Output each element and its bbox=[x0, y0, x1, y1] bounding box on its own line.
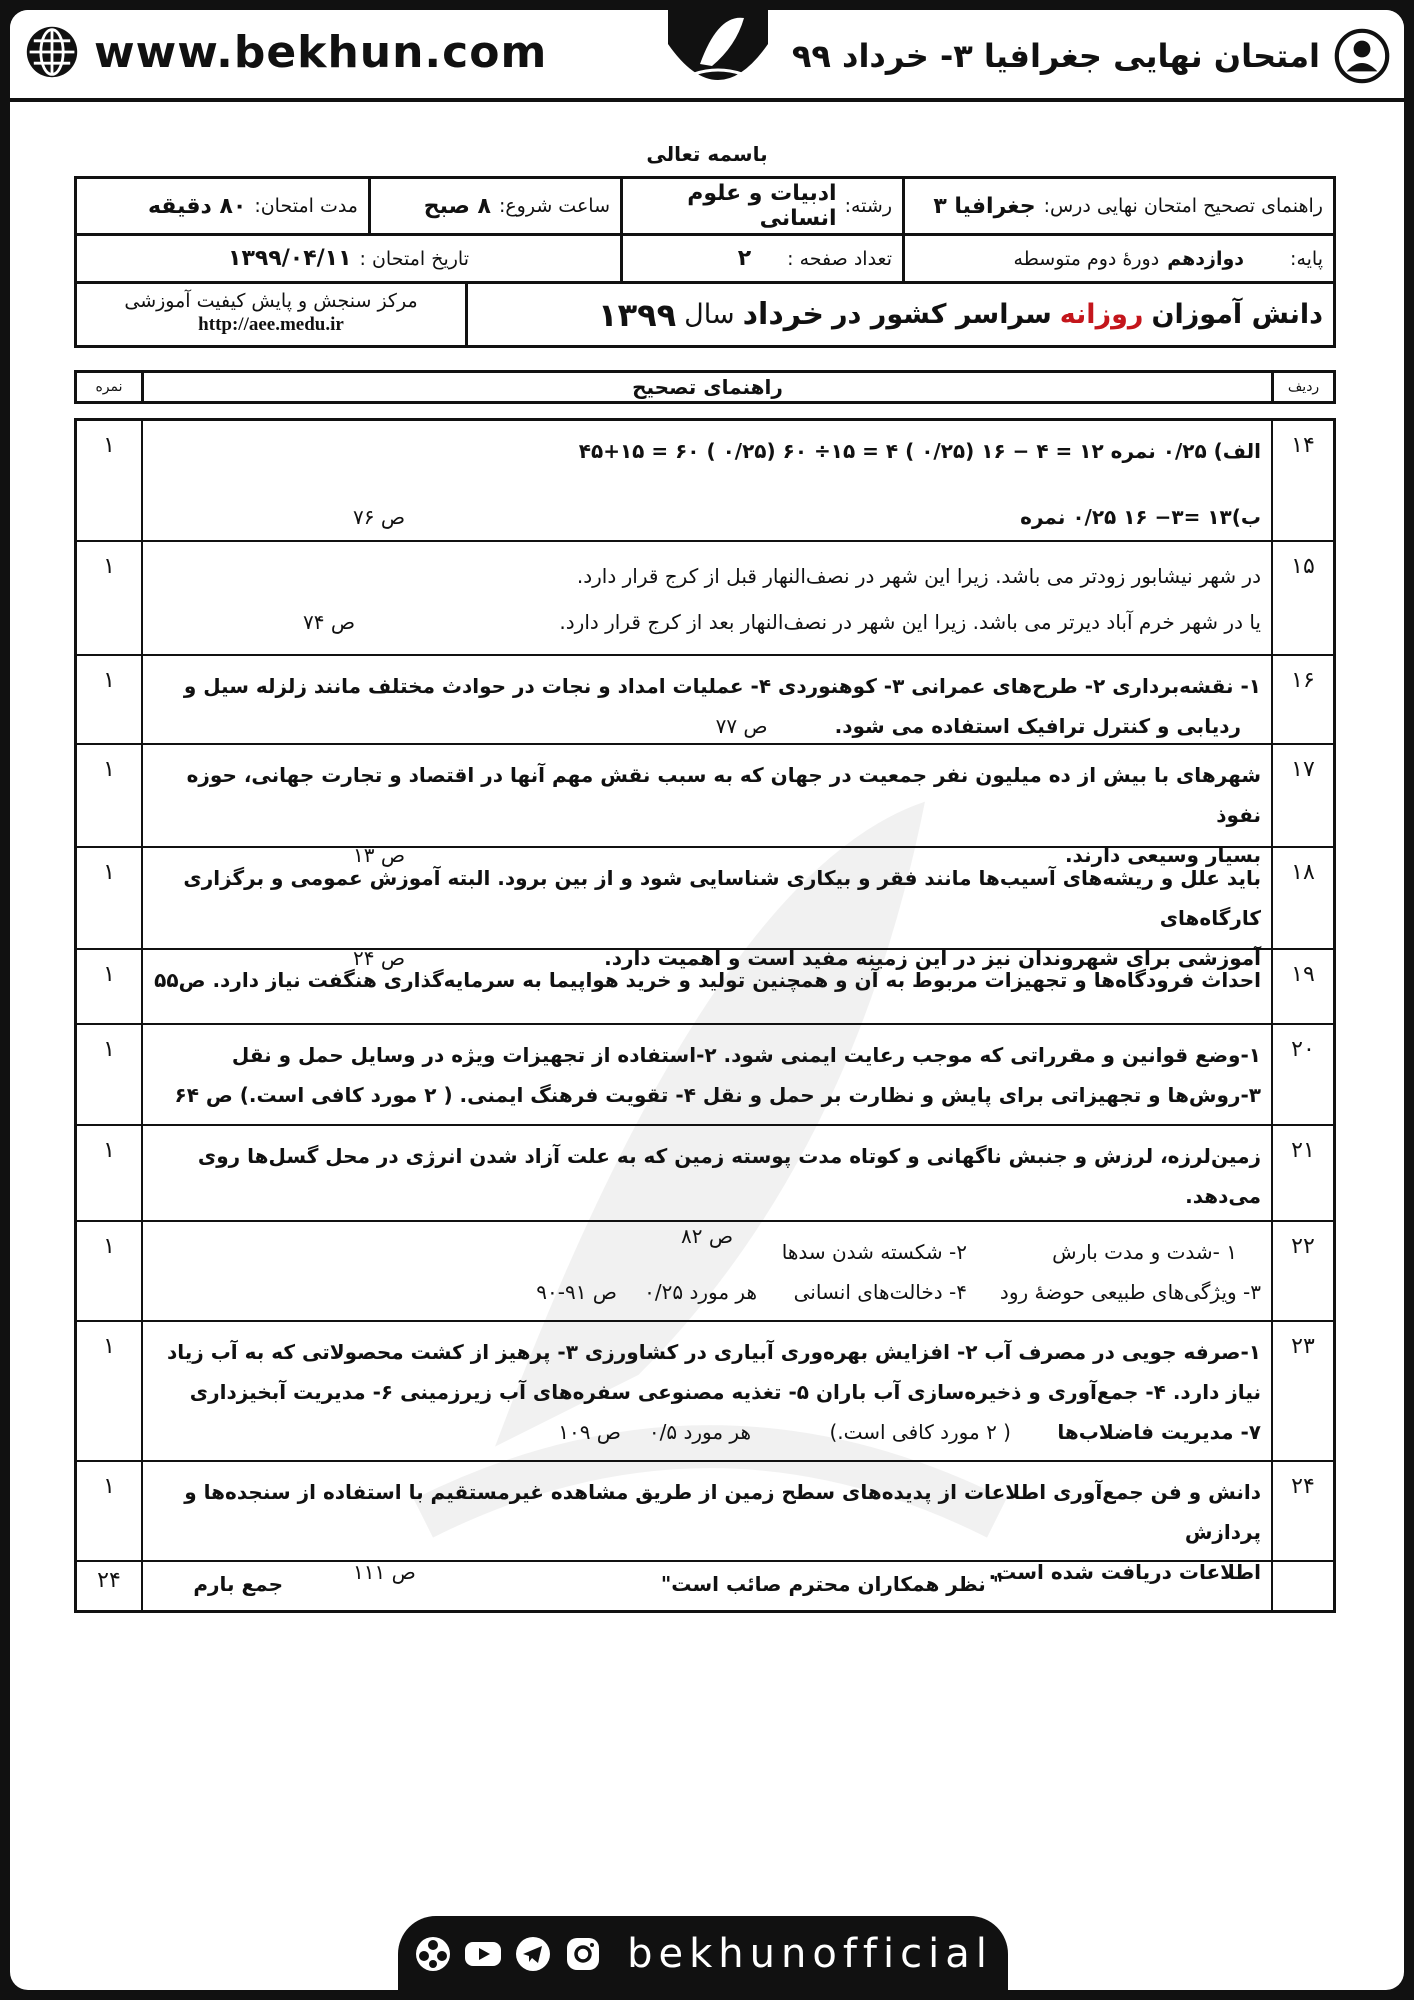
answer-line: زمین‌لرزه، لرزش و جنبش ناگهانی و کوتاه مدت پوسته زمین که به علت آزاد شدن انرژی در محل گسل‌ها روی می‌دهد. bbox=[197, 1144, 1261, 1208]
page-ref: ص ۲۴ bbox=[353, 946, 406, 970]
row-score: ۱ bbox=[103, 1334, 115, 1359]
row-score: ۱ bbox=[103, 554, 115, 579]
table-row bbox=[77, 1322, 1333, 1462]
table-row bbox=[77, 1025, 1333, 1126]
page-ref: ص ۸۲ bbox=[680, 1224, 734, 1248]
row-number: ۲۳ bbox=[1271, 1322, 1333, 1460]
answer-text: ب)۱۳ =۳− ۱۶ ۰/۲۵ نمره bbox=[1020, 505, 1261, 529]
row-answer bbox=[141, 745, 1271, 867]
row-number: ۲۱ bbox=[1271, 1126, 1333, 1220]
page-ref: ص ۷۷ bbox=[715, 714, 768, 738]
answer-line: الف) ۰/۲۵ نمره ۱۲ = ۴ − ۱۶ (۰/۲۵ ) ۴ = ۱۵÷ ۶۰ (۰/۲۵ ) ۶۰ = ۱۵+۴۵ bbox=[578, 439, 1261, 463]
answer-line: ۱-وضع قوانین و مقرراتی که موجب رعایت ایمنی شود. ۲-استفاده از تجهیزات ویژه در وسایل حمل و نقل bbox=[231, 1043, 1261, 1067]
row-score: ۱ bbox=[103, 962, 115, 987]
header-guide-col: راهنمای تصحیح bbox=[141, 373, 1271, 401]
answer-line-3 bbox=[153, 1412, 1261, 1452]
answer-line bbox=[153, 1232, 1261, 1272]
page-ref: ص ۱۱۱ bbox=[353, 1560, 416, 1584]
info-row-2 bbox=[77, 236, 1333, 284]
row-answer bbox=[141, 542, 1271, 654]
row-number: ۲۰ bbox=[1271, 1025, 1333, 1124]
field-cell bbox=[620, 179, 902, 233]
date-cell bbox=[77, 236, 620, 281]
total-row bbox=[77, 1562, 1333, 1610]
students-f: ۱۳۹۹ bbox=[598, 295, 677, 334]
table-row bbox=[77, 1222, 1333, 1322]
table-row bbox=[77, 848, 1333, 970]
grade-cell bbox=[902, 236, 1333, 281]
date: ۱۳۹۹/۰۴/۱۱ bbox=[228, 246, 352, 271]
page-ref: ص ۷۶ bbox=[353, 505, 406, 529]
duration-cell bbox=[77, 179, 368, 233]
row-number: ۱۵ bbox=[1271, 542, 1333, 654]
colleague-note: " نظر همکاران محترم صائب است" bbox=[660, 1572, 1004, 1596]
site-link[interactable] bbox=[24, 24, 547, 80]
row-score: ۱ bbox=[103, 1037, 115, 1062]
table-header bbox=[74, 370, 1336, 404]
user-icon bbox=[1334, 28, 1390, 84]
answer-line: دانش و فن جمع‌آوری اطلاعات از پدیده‌های سطح زمین از طریق مشاهده غیرمستقیم با استفاده از سنجده‌ها و پردازش bbox=[184, 1480, 1261, 1544]
table-row bbox=[77, 542, 1333, 656]
page bbox=[10, 10, 1404, 1990]
answer-line: ۱- نقشه‌برداری ۲- طرح‌های عمرانی ۳- کوهنوردی ۴- عملیات امداد و نجات در حوادث مختلف مانند زلزله سیل و bbox=[183, 674, 1261, 698]
answer-line: ۱-صرفه جویی در مصرف آب ۲- افزایش بهره‌وری آبیاری در کشاورزی ۳- پرهیز از کشت محصولاتی که به آب زیاد bbox=[166, 1340, 1261, 1364]
grade-label: پایه: bbox=[1290, 247, 1323, 270]
students-d: خرداد bbox=[742, 297, 824, 332]
page-ref: ص ۱۳ bbox=[353, 843, 406, 867]
row-answer bbox=[141, 1222, 1271, 1320]
header-row-col: ردیف bbox=[1271, 373, 1333, 401]
row-answer bbox=[141, 1126, 1271, 1248]
students-c: سراسر کشور در bbox=[832, 299, 1052, 330]
exam-title bbox=[792, 28, 1390, 84]
start-cell bbox=[368, 179, 620, 233]
info-row-3 bbox=[77, 284, 1333, 345]
row-answer bbox=[141, 1025, 1271, 1124]
page-ref: ص ۹۱-۹۰ bbox=[536, 1280, 617, 1304]
center-cell bbox=[77, 284, 465, 345]
social-bar bbox=[398, 1916, 1008, 1990]
answer-item: ۱ -شدت و مدت بارش bbox=[1052, 1240, 1237, 1264]
social-handle[interactable]: bekhunofficial bbox=[627, 1931, 993, 1977]
pages-cell bbox=[620, 236, 902, 281]
answer-item: ۷- مدیریت فاضلاب‌ها bbox=[1057, 1420, 1261, 1444]
globe-icon bbox=[24, 24, 80, 80]
info-row-1 bbox=[77, 179, 1333, 236]
students-a: دانش آموزان bbox=[1151, 299, 1323, 330]
answer-line-2 bbox=[153, 497, 1261, 537]
center-url[interactable]: http://aee.medu.ir bbox=[198, 314, 344, 335]
answer-text: بسیار وسیعی دارند. bbox=[1064, 843, 1261, 867]
row-number: ۱۸ bbox=[1271, 848, 1333, 948]
grade: دوازدهم bbox=[1167, 247, 1245, 270]
row-answer bbox=[141, 950, 1271, 1023]
guide-label: راهنمای تصحیح امتحان نهایی درس: bbox=[1043, 195, 1323, 217]
answer-item: هر مورد ۰/۵ bbox=[648, 1420, 751, 1444]
students-e: سال bbox=[684, 299, 735, 330]
table-row bbox=[77, 656, 1333, 745]
row-number: ۱۶ bbox=[1271, 656, 1333, 743]
row-answer bbox=[141, 1322, 1271, 1460]
duration: ۸۰ دقیقه bbox=[147, 193, 247, 219]
bekhun-logo bbox=[660, 10, 776, 100]
exam-info-block bbox=[74, 176, 1336, 348]
answer-line: باید علل و ریشه‌های آسیب‌ها مانند فقر و بیکاری شناسایی شود و از بین برود. البته آموزش عمومی و برگزاری کارگاه‌های bbox=[183, 866, 1261, 930]
table-row bbox=[77, 950, 1333, 1025]
row-number: ۱۷ bbox=[1271, 745, 1333, 846]
answer-line: در شهر نیشابور زودتر می باشد. زیرا این شهر در نصف‌النهار قبل از کرج قرار دارد. bbox=[576, 564, 1261, 588]
total-score: ۲۴ bbox=[97, 1568, 121, 1593]
row-score: ۱ bbox=[103, 860, 115, 885]
answer-line-2: ۳-روش‌ها و تجهیزاتی برای پایش و نظارت بر حمل و نقل ۴- تقویت فرهنگ ایمنی. ( ۲ مورد کافی است.) ص ۶۴ bbox=[174, 1083, 1261, 1107]
answer-text: اطلاعات دریافت شده است. bbox=[988, 1560, 1261, 1584]
subject-cell bbox=[902, 179, 1333, 233]
instagram-icon[interactable] bbox=[563, 1934, 603, 1974]
row-answer bbox=[141, 848, 1271, 970]
answer-text: یا در شهر خرم آباد دیرتر می باشد. زیرا این شهر در نصف‌النهار بعد از کرج قرار دارد. bbox=[559, 610, 1261, 634]
exam-title-text: امتحان نهایی جغرافیا ۳- خرداد ۹۹ bbox=[791, 37, 1320, 75]
answer-item: ۳- ویژگی‌های طبیعی حوضهٔ رود bbox=[999, 1280, 1261, 1304]
answer-line-2: نیاز دارد. ۴- جمع‌آوری و ذخیره‌سازی آب باران ۵- تغذیه مصنوعی سفره‌های آب زیرزمینی ۶- مدیریت آبخیزداری bbox=[189, 1380, 1261, 1404]
row-score: ۱ bbox=[103, 1234, 115, 1259]
row-number: ۱۴ bbox=[1271, 421, 1333, 540]
row-number: ۲۴ bbox=[1271, 1462, 1333, 1560]
row-number: ۲۲ bbox=[1271, 1222, 1333, 1320]
bismillah: باسمه تعالی bbox=[646, 142, 768, 166]
header-score-col: نمره bbox=[95, 379, 123, 395]
answers-table bbox=[74, 418, 1336, 1613]
field-label: رشته: bbox=[844, 195, 892, 217]
answer-line-2 bbox=[153, 602, 1261, 642]
answer-line: احداث فرودگاه‌ها و تجهیزات مربوط به آن و همچنین تولید و خرید هواپیما به سرمایه‌گذاری هنگفت نیاز دارد. ص۵۵ bbox=[154, 968, 1261, 992]
row-number bbox=[1271, 1562, 1333, 1610]
students-cell bbox=[465, 284, 1333, 345]
row-number: ۱۹ bbox=[1271, 950, 1333, 1023]
row-answer bbox=[141, 656, 1271, 743]
page-ref: ص ۱۰۹ bbox=[558, 1420, 621, 1444]
row-score: ۱ bbox=[103, 1138, 115, 1163]
date-label: تاریخ امتحان : bbox=[359, 247, 469, 270]
answer-line: شهرهای با بیش از ده میلیون نفر جمعیت در جهان که به سبب نقش مهم آنها در اقتصاد و تجارت جهانی، حوزه نفوذ bbox=[186, 763, 1261, 827]
aparat-icon[interactable] bbox=[413, 1934, 453, 1974]
total-row-body bbox=[141, 1562, 1271, 1610]
top-header bbox=[10, 10, 1404, 102]
answer-item: ۴- دخالت‌های انسانی bbox=[793, 1280, 967, 1304]
answer-text: آموزشی برای شهروندان نیز در این زمینه مفید است و اهمیت دارد. bbox=[604, 946, 1261, 970]
answer-item: ( ۲ مورد کافی است.) bbox=[829, 1420, 1011, 1444]
center-name: مرکز سنجش و پایش کیفیت آموزشی bbox=[124, 290, 418, 312]
total-label: جمع بارم bbox=[193, 1572, 283, 1596]
field: ادبیات و علوم انسانی bbox=[687, 181, 837, 231]
row-answer bbox=[141, 421, 1271, 540]
telegram-icon[interactable] bbox=[513, 1934, 553, 1974]
site-url: www.bekhun.com bbox=[94, 26, 548, 78]
answer-line-2 bbox=[153, 1272, 1261, 1312]
table-row bbox=[77, 421, 1333, 542]
pages: ۲ bbox=[737, 246, 752, 271]
table-row bbox=[77, 745, 1333, 867]
row-score: ۱ bbox=[103, 1474, 115, 1499]
answer-item: ۲- شکسته شدن سدها bbox=[781, 1240, 967, 1264]
start: ۸ صبح bbox=[423, 193, 491, 219]
youtube-icon[interactable] bbox=[463, 1934, 503, 1974]
row-score: ۱ bbox=[103, 757, 115, 782]
answer-item: هر مورد ۰/۲۵ bbox=[644, 1280, 757, 1304]
answer-line-2 bbox=[153, 706, 1261, 746]
page-ref: ص ۷۴ bbox=[303, 610, 356, 634]
subject: جغرافیا ۳ bbox=[933, 193, 1036, 219]
students-b: روزانه bbox=[1059, 299, 1144, 330]
row-score: ۱ bbox=[103, 433, 115, 458]
answer-text: ردیابی و کنترل ترافیک استفاده می شود. bbox=[834, 714, 1241, 738]
row-score: ۱ bbox=[103, 668, 115, 693]
pages-label: تعداد صفحه : bbox=[787, 247, 892, 270]
start-label: ساعت شروع: bbox=[498, 195, 610, 217]
duration-label: مدت امتحان: bbox=[254, 195, 358, 217]
grade-rest: دورهٔ دوم متوسطه bbox=[1013, 247, 1160, 270]
